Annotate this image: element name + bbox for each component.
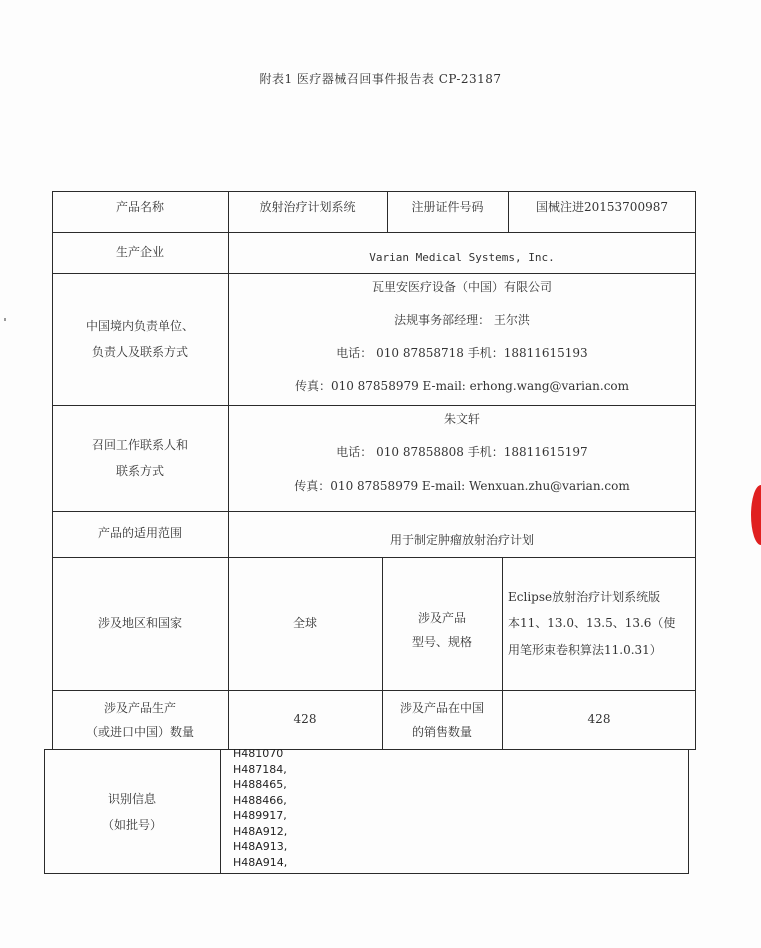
batch-number: H489917, xyxy=(233,809,287,822)
product-name-value: 放射治疗计划系统 xyxy=(259,200,356,215)
batch-number: H48A914, xyxy=(233,855,288,869)
col-divider-label-lower xyxy=(220,750,221,874)
batch-number: H488466, xyxy=(233,793,287,807)
china-contact-fax-email: 传真：010 87858979 E-mail: erhong.wang@varian.com xyxy=(294,379,630,394)
china-contact-label: 中国境内负责单位、 负责人及联系方式 xyxy=(85,318,194,359)
batch-number-list xyxy=(233,746,287,870)
registration-number-label: 注册证件号码 xyxy=(411,200,484,215)
china-sales-quantity-value: 428 xyxy=(587,712,611,727)
batch-number: H48A912, xyxy=(233,824,288,838)
recall-contact-name: 朱文轩 xyxy=(443,412,480,427)
china-contact-phone: 电话： 010 87858718 手机：18811615193 xyxy=(336,346,588,361)
scope-label: 产品的适用范围 xyxy=(97,526,182,541)
production-quantity-value: 428 xyxy=(293,712,317,727)
model-spec-value: Eclipse放射治疗计划系统版 本11、13.0、13.5、13.6（使 用笔形束卷积算法11.0.31） xyxy=(508,589,676,657)
region-value: 全球 xyxy=(292,615,317,630)
recall-contact-phone: 电话： 010 87858808 手机：18811615197 xyxy=(336,445,588,460)
table-right-border-lower xyxy=(688,750,689,874)
model-spec-label: 涉及产品 型号、规格 xyxy=(411,610,472,649)
document-title: 附表1 医疗器械召回事件报告表 CP-23187 xyxy=(259,72,502,86)
batch-number: H481070 xyxy=(233,747,284,760)
manufacturer-label: 生产企业 xyxy=(115,244,164,259)
china-contact-manager: 法规事务部经理： 王尔洪 xyxy=(394,313,530,328)
recall-contact-fax-email: 传真：010 87858979 E-mail: Wenxuan.zhu@varian.com xyxy=(294,479,630,494)
product-name-label: 产品名称 xyxy=(115,200,164,215)
region-label: 涉及地区和国家 xyxy=(97,615,182,630)
batch-number: H487184, xyxy=(233,762,287,776)
production-quantity-label: 涉及产品生产 （或进口中国）数量 xyxy=(85,701,194,739)
batch-number: H488465, xyxy=(233,778,287,791)
batch-number: H48A913, xyxy=(233,840,288,853)
registration-number-value: 国械注进20153700987 xyxy=(536,200,668,215)
china-sales-quantity-label: 涉及产品在中国 的销售数量 xyxy=(399,701,484,739)
red-seal-edge xyxy=(751,485,761,545)
scope-value: 用于制定肿瘤放射治疗计划 xyxy=(389,533,534,548)
manufacturer-value: Varian Medical Systems, Inc. xyxy=(369,251,555,265)
identification-label: 识别信息 （如批号） xyxy=(101,791,162,832)
china-contact-company: 瓦里安医疗设备（中国）有限公司 xyxy=(371,280,552,295)
scan-mark xyxy=(4,318,6,321)
recall-contact-label: 召回工作联系人和 联系方式 xyxy=(91,437,188,478)
